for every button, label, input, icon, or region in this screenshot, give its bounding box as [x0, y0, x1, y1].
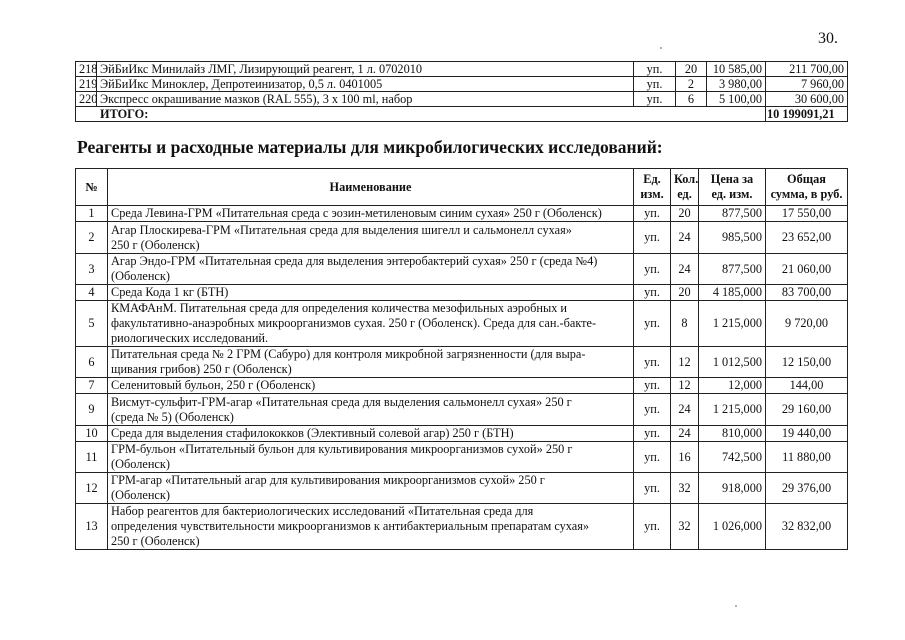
cell-number: 2 [76, 222, 108, 254]
table-row [76, 77, 848, 92]
cell-name: Среда для выделения стафилококков (Элективный солевой агар) 250 г (БТН) [108, 426, 634, 442]
cell-quantity: 8 [671, 301, 699, 347]
cell-name: Набор реагентов для бактериологических исследований «Питательная среда для определения чувствительности микроорганизмов к антибактериальным препаратам сухая» 250 г (Оболенск) [108, 504, 634, 550]
cell-quantity: 24 [671, 254, 699, 285]
cell-number: 5 [76, 301, 108, 347]
total-value: 10 199091,21 [766, 107, 848, 122]
cell-quantity: 6 [676, 92, 707, 107]
cell-number: 7 [76, 378, 108, 394]
total-row [76, 107, 848, 122]
section-heading: Реагенты и расходные материалы для микробилогических исследований: [77, 137, 663, 157]
cell-name: КМАФАнМ. Питательная среда для определения количества мезофильных аэробных и факультативно-анаэробных микроорганизмов сухая. 250 г (Оболенск). Среда для сан.-бакте- риологических исследований. [108, 301, 634, 347]
cell-name: Среда Кода 1 кг (БТН) [108, 285, 634, 301]
cell-price: 877,500 [699, 254, 766, 285]
cell-name: ЭйБиИкс Миноклер, Депротеинизатор, 0,5 л. 0401005 [97, 77, 634, 92]
cell-name: ЭйБиИкс Минилайз ЛМГ, Лизирующий реагент, 1 л. 0702010 [97, 62, 634, 77]
cell-price: 877,500 [699, 206, 766, 222]
cell-price: 1 026,000 [699, 504, 766, 550]
cell-unit: уп. [634, 301, 671, 347]
header-number: № [76, 169, 108, 206]
cell-total: 21 060,00 [766, 254, 848, 285]
table-row [76, 301, 848, 347]
cell-number: 12 [76, 473, 108, 504]
table-row [76, 254, 848, 285]
cell-total: 83 700,00 [766, 285, 848, 301]
cell-unit: уп. [634, 206, 671, 222]
cell-quantity: 20 [676, 62, 707, 77]
cell-price: 742,500 [699, 442, 766, 473]
cell-total: 9 720,00 [766, 301, 848, 347]
page-number: 30. [818, 30, 838, 47]
cell-total: 29 160,00 [766, 394, 848, 426]
cell-number: 4 [76, 285, 108, 301]
cell-total: 211 700,00 [766, 62, 848, 77]
cell-quantity: 12 [671, 378, 699, 394]
cell-price: 1 012,500 [699, 347, 766, 378]
total-label: ИТОГО: [76, 107, 766, 122]
table-row [76, 473, 848, 504]
cell-unit: уп. [634, 378, 671, 394]
cell-number: 1 [76, 206, 108, 222]
cell-name: Селенитовый бульон, 250 г (Оболенск) [108, 378, 634, 394]
cell-unit: уп. [634, 394, 671, 426]
cell-total: 11 880,00 [766, 442, 848, 473]
cell-name: Экспресс окрашивание мазков (RAL 555), 3 x 100 ml, набор [97, 92, 634, 107]
cell-price: 985,500 [699, 222, 766, 254]
cell-total: 32 832,00 [766, 504, 848, 550]
cell-price: 1 215,000 [699, 394, 766, 426]
header-unit: Ед. изм. [634, 169, 671, 206]
cell-unit: уп. [634, 504, 671, 550]
previous-items-table [75, 61, 848, 122]
cell-number: 219 [76, 77, 97, 92]
cell-quantity: 24 [671, 222, 699, 254]
cell-name: Среда Левина-ГРМ «Питательная среда с эозин-метиленовым синим сухая» 250 г (Оболенск) [108, 206, 634, 222]
cell-number: 3 [76, 254, 108, 285]
cell-number: 6 [76, 347, 108, 378]
cell-price: 10 585,00 [707, 62, 766, 77]
cell-price: 12,000 [699, 378, 766, 394]
header-quantity: Кол. ед. [671, 169, 699, 206]
cell-name: Висмут-сульфит-ГРМ-агар «Питательная среда для выделения сальмонелл сухая» 250 г (среда № 5) (Оболенск) [108, 394, 634, 426]
cell-quantity: 32 [671, 473, 699, 504]
cell-quantity: 32 [671, 504, 699, 550]
cell-total: 30 600,00 [766, 92, 848, 107]
cell-unit: уп. [634, 62, 676, 77]
cell-unit: уп. [634, 222, 671, 254]
table-header [76, 169, 848, 206]
cell-name: Питательная среда № 2 ГРМ (Сабуро) для контроля микробной загрязненности (для выра- щивания грибов) 250 г (Оболенск) [108, 347, 634, 378]
table-row [76, 92, 848, 107]
table-row [76, 426, 848, 442]
cell-total: 144,00 [766, 378, 848, 394]
header-name: Наименование [108, 169, 634, 206]
cell-number: 9 [76, 394, 108, 426]
cell-number: 218 [76, 62, 97, 77]
table-row [76, 504, 848, 550]
cell-total: 7 960,00 [766, 77, 848, 92]
cell-quantity: 16 [671, 442, 699, 473]
cell-total: 19 440,00 [766, 426, 848, 442]
header-total: Общая сумма, в руб. [766, 169, 848, 206]
table-row [76, 394, 848, 426]
cell-quantity: 24 [671, 426, 699, 442]
cell-price: 4 185,000 [699, 285, 766, 301]
table-row [76, 206, 848, 222]
cell-name: Агар Эндо-ГРМ «Питательная среда для выделения энтеробактерий сухая» 250 г (среда №4) (Оболенск) [108, 254, 634, 285]
cell-number: 13 [76, 504, 108, 550]
cell-unit: уп. [634, 92, 676, 107]
cell-price: 1 215,000 [699, 301, 766, 347]
table-row [76, 442, 848, 473]
header-price: Цена за ед. изм. [699, 169, 766, 206]
table-row [76, 285, 848, 301]
cell-price: 810,000 [699, 426, 766, 442]
cell-total: 23 652,00 [766, 222, 848, 254]
reagents-table [75, 168, 848, 550]
cell-unit: уп. [634, 77, 676, 92]
table-row [76, 62, 848, 77]
table-row [76, 378, 848, 394]
cell-number: 220 [76, 92, 97, 107]
cell-unit: уп. [634, 473, 671, 504]
table-row [76, 222, 848, 254]
cell-name: ГРМ-агар «Питательный агар для культивирования микроорганизмов сухой» 250 г (Оболенск) [108, 473, 634, 504]
scan-speck [660, 47, 662, 49]
table-row [76, 347, 848, 378]
cell-number: 10 [76, 426, 108, 442]
cell-total: 17 550,00 [766, 206, 848, 222]
cell-total: 29 376,00 [766, 473, 848, 504]
cell-unit: уп. [634, 426, 671, 442]
cell-unit: уп. [634, 254, 671, 285]
cell-number: 11 [76, 442, 108, 473]
cell-price: 918,000 [699, 473, 766, 504]
cell-quantity: 20 [671, 285, 699, 301]
cell-quantity: 20 [671, 206, 699, 222]
cell-name: Агар Плоскирева-ГРМ «Питательная среда для выделения шигелл и сальмонелл сухая» 250 г (Оболенск) [108, 222, 634, 254]
cell-unit: уп. [634, 285, 671, 301]
cell-unit: уп. [634, 347, 671, 378]
cell-price: 3 980,00 [707, 77, 766, 92]
cell-quantity: 24 [671, 394, 699, 426]
scan-speck [735, 605, 737, 607]
cell-name: ГРМ-бульон «Питательный бульон для культивирования микроорганизмов сухой» 250 г (Оболенск) [108, 442, 634, 473]
cell-price: 5 100,00 [707, 92, 766, 107]
cell-total: 12 150,00 [766, 347, 848, 378]
cell-quantity: 2 [676, 77, 707, 92]
cell-unit: уп. [634, 442, 671, 473]
cell-quantity: 12 [671, 347, 699, 378]
